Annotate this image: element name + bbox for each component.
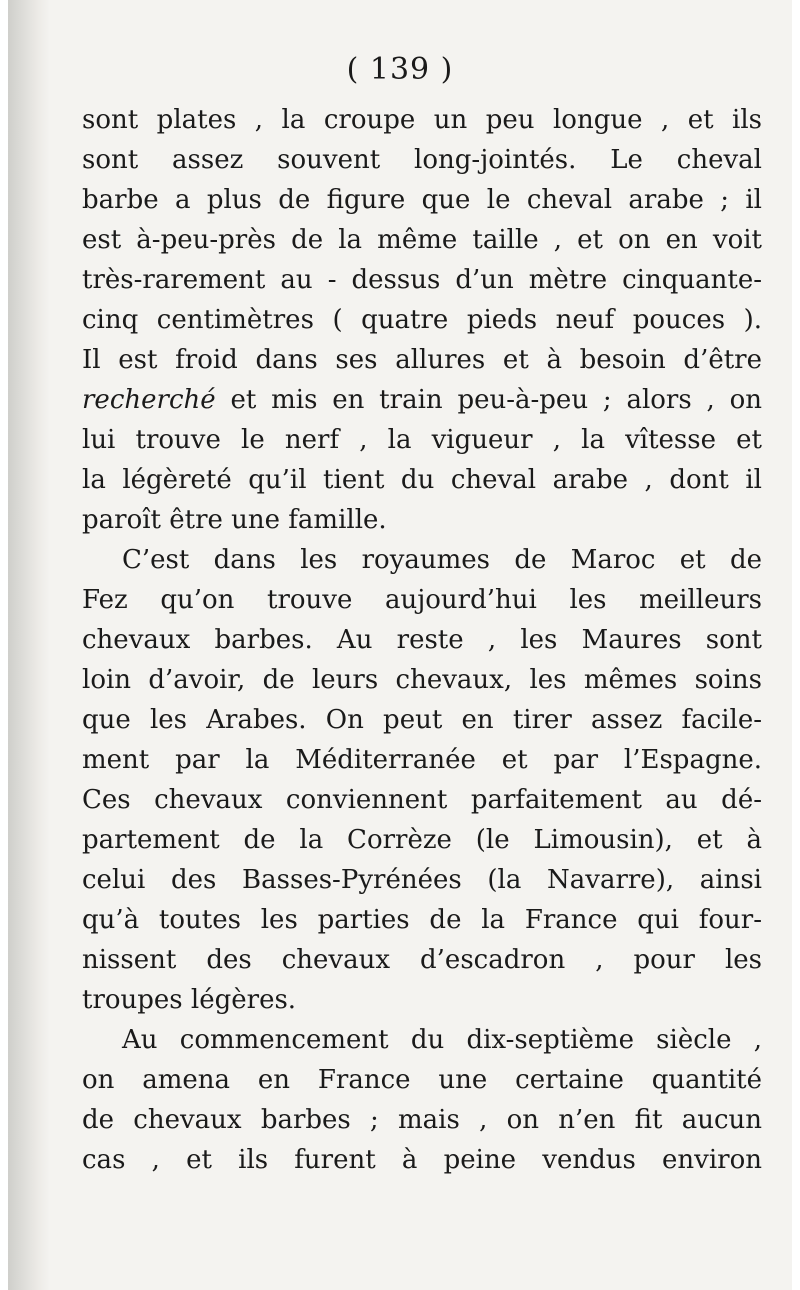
text-line: chevaux barbes. Au reste , les Maures sont <box>82 625 762 655</box>
text-line: nissent des chevaux d’escadron , pour les <box>82 945 762 975</box>
page-number: ( 139 ) <box>346 52 454 87</box>
text-line: lui trouve le nerf , la vigueur , la vîtesse et <box>82 425 762 455</box>
text-line: partement de la Corrèze (le Limousin), et à <box>82 825 762 855</box>
text-line: ment par la Méditerranée et par l’Espagne. <box>82 745 762 775</box>
text-line: on amena en France une certaine quantité <box>82 1065 762 1095</box>
text-line: très-rarement au - dessus d’un mètre cinquante- <box>82 265 762 295</box>
italic-word: recherché <box>82 385 216 415</box>
text-line: Fez qu’on trouve aujourd’hui les meilleurs <box>82 585 762 615</box>
text-line: sont assez souvent long-jointés. Le cheval <box>82 145 762 175</box>
text-line: loin d’avoir, de leurs chevaux, les mêmes soins <box>82 665 762 695</box>
text-line: qu’à toutes les parties de la France qui four- <box>82 905 762 935</box>
text-line: est à-peu-près de la même taille , et on en voit <box>82 225 762 255</box>
body-text <box>82 100 762 1180</box>
text-line: Ces chevaux conviennent parfaitement au dé- <box>82 785 762 815</box>
text-line: cas , et ils furent à peine vendus environ <box>82 1145 762 1175</box>
page-gutter-shadow <box>8 0 50 1290</box>
text-line: paroît être une famille. <box>82 505 387 535</box>
text-line <box>82 380 762 420</box>
text-line: cinq centimètres ( quatre pieds neuf pouces ). <box>82 305 762 335</box>
text-line: Au commencement du dix-septième siècle , <box>122 1025 762 1055</box>
text-line: barbe a plus de figure que le cheval arabe ; il <box>82 185 762 215</box>
text-line: celui des Basses-Pyrénées (la Navarre), ainsi <box>82 865 762 895</box>
text-line: C’est dans les royaumes de Maroc et de <box>122 545 762 575</box>
text-line: que les Arabes. On peut en tirer assez facile- <box>82 705 762 735</box>
text-line: la légèreté qu’il tient du cheval arabe , dont il <box>82 465 762 495</box>
text-line: Il est froid dans ses allures et à besoin d’être <box>82 345 762 375</box>
text-line: sont plates , la croupe un peu longue , et ils <box>82 105 762 135</box>
text-line: troupes légères. <box>82 985 297 1015</box>
text-line: de chevaux barbes ; mais , on n’en fit aucun <box>82 1105 762 1135</box>
text-line-rest: et mis en train peu-à-peu ; alors , on <box>215 385 762 415</box>
